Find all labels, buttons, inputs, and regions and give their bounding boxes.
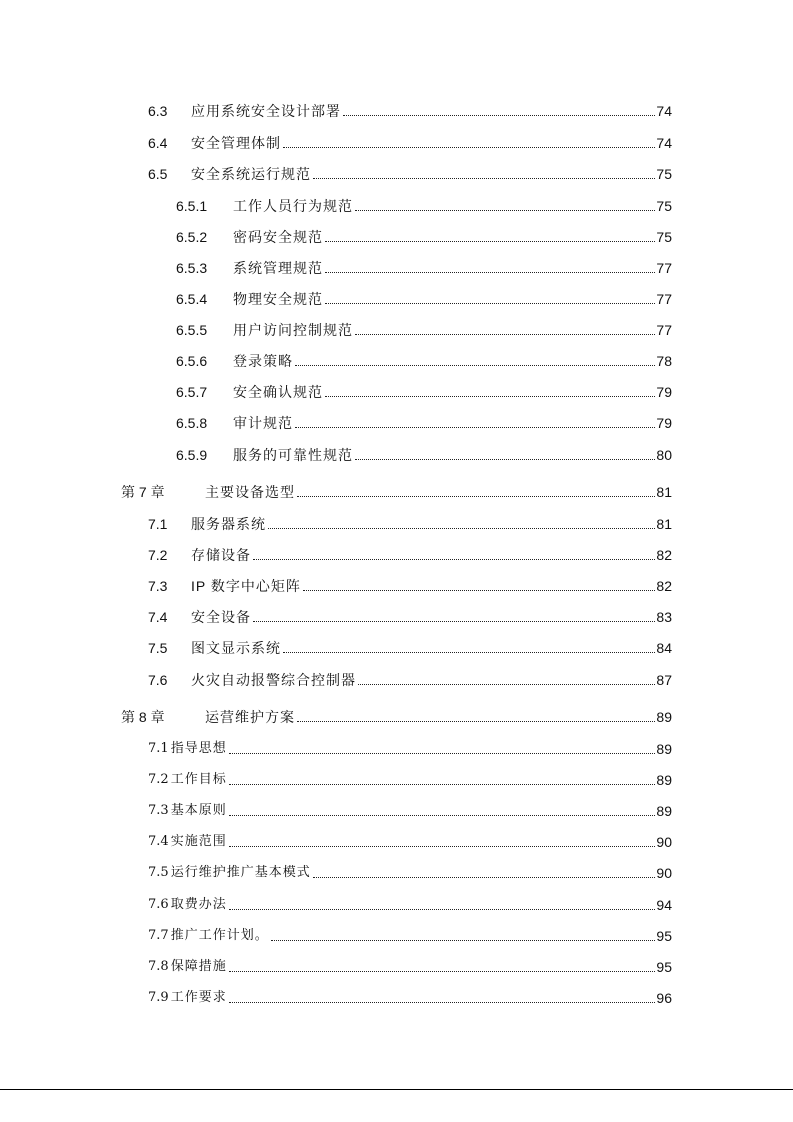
toc-chapter-8[interactable] [121, 707, 672, 727]
toc-entry-7-5[interactable] [148, 638, 672, 658]
toc-number: 7.6 [148, 672, 168, 688]
toc-title: 保障措施 [170, 959, 227, 974]
toc-page-number: 75 [656, 166, 672, 182]
toc-title: 用户访问控制规范 [233, 322, 353, 338]
dot-leader [271, 926, 656, 946]
toc-title: 火灾自动报警综合控制器 [191, 672, 356, 688]
dot-leader [358, 670, 655, 690]
toc-entry-6-5-2[interactable] [176, 227, 672, 247]
dot-leader [313, 164, 655, 184]
toc-number: 7.7 [148, 928, 169, 943]
toc-title: 工作要求 [170, 990, 227, 1005]
toc-title: 安全设备 [191, 609, 251, 625]
toc-entry-6-4[interactable] [148, 133, 672, 153]
toc-page-number: 82 [656, 547, 672, 563]
toc-page-number: 82 [656, 578, 672, 594]
toc-page-number: 96 [656, 990, 672, 1006]
toc-entry-7-4[interactable] [148, 607, 672, 627]
toc-title: 安全确认规范 [233, 384, 323, 400]
dot-leader [355, 445, 655, 465]
toc-title: 基本原则 [170, 803, 227, 818]
toc-entry-6-5-8[interactable] [176, 413, 672, 433]
toc-page-number: 81 [656, 484, 672, 500]
toc-entry-7-1[interactable] [148, 514, 672, 534]
toc-number: 7.2 [148, 772, 169, 787]
toc-entry-8-7-2[interactable] [148, 770, 672, 790]
toc-number: 6.5.1 [176, 198, 208, 214]
dot-leader [297, 707, 655, 727]
toc-page-number: 95 [656, 928, 672, 944]
toc-number: 7.4 [148, 609, 168, 625]
toc-number: 第 7 章 [121, 484, 165, 500]
toc-title: 实施范围 [170, 834, 227, 849]
toc-entry-7-3[interactable] [148, 576, 672, 596]
toc-number: 7.4 [148, 834, 169, 849]
toc-page-number: 89 [656, 803, 672, 819]
toc-number: 7.3 [148, 803, 169, 818]
dot-leader [283, 638, 655, 658]
dot-leader [355, 320, 655, 340]
toc-page-number: 89 [656, 772, 672, 788]
toc-title: 运营维护方案 [205, 709, 295, 725]
toc-page-number: 89 [656, 709, 672, 725]
dot-leader [253, 607, 655, 627]
toc-entry-6-5-3[interactable] [176, 258, 672, 278]
toc-entry-7-2[interactable] [148, 545, 672, 565]
toc-number: 7.5 [148, 865, 169, 880]
dot-leader [325, 289, 655, 309]
toc-title: 指导思想 [170, 741, 227, 756]
toc-number: 6.5.8 [176, 415, 208, 431]
toc-page-number: 80 [656, 447, 672, 463]
toc-number: 6.5.6 [176, 353, 208, 369]
toc-title: 取费办法 [170, 897, 227, 912]
dot-leader [343, 101, 655, 121]
dot-leader [229, 957, 656, 977]
dot-leader [295, 413, 655, 433]
toc-title: 服务器系统 [191, 516, 266, 532]
toc-page-number: 87 [656, 672, 672, 688]
dot-leader [325, 227, 655, 247]
toc-title: 物理安全规范 [233, 291, 323, 307]
toc-number: 6.5.9 [176, 447, 208, 463]
dot-leader [229, 739, 656, 759]
toc-page-number: 90 [656, 834, 672, 850]
toc-entry-8-7-1[interactable] [148, 739, 672, 759]
dot-leader [253, 545, 655, 565]
toc-entry-6-5-5[interactable] [176, 320, 672, 340]
dot-leader [229, 801, 656, 821]
dot-leader [229, 770, 656, 790]
toc-page-number: 77 [656, 260, 672, 276]
toc-number: 第 8 章 [121, 709, 165, 725]
toc-title: 运行维护推广基本模式 [170, 865, 311, 880]
toc-page-number: 83 [656, 609, 672, 625]
toc-title: 服务的可靠性规范 [233, 447, 353, 463]
toc-number: 7.6 [148, 897, 169, 912]
toc-entry-6-5-7[interactable] [176, 382, 672, 402]
toc-entry-6-5[interactable] [148, 164, 672, 184]
toc-page-number: 79 [656, 415, 672, 431]
toc-title: 工作目标 [170, 772, 227, 787]
toc-page-number: 74 [656, 103, 672, 119]
toc-number: 7.5 [148, 640, 168, 656]
toc-page-number: 75 [656, 229, 672, 245]
toc-title: IP 数字中心矩阵 [191, 578, 301, 594]
toc-entry-6-5-6[interactable] [176, 351, 672, 371]
toc-number: 7.3 [148, 578, 168, 594]
dot-leader [283, 133, 655, 153]
toc-entry-8-7-7[interactable] [148, 926, 672, 946]
toc-number: 7.8 [148, 959, 169, 974]
toc-page-number: 89 [656, 741, 672, 757]
toc-entry-6-3[interactable] [148, 101, 672, 121]
toc-page-number: 75 [656, 198, 672, 214]
dot-leader [313, 863, 656, 883]
toc-title: 图文显示系统 [191, 640, 281, 656]
toc-entry-8-7-4[interactable] [148, 832, 672, 852]
dot-leader [229, 895, 656, 915]
toc-entry-6-5-4[interactable] [176, 289, 672, 309]
toc-number: 7.1 [148, 741, 169, 756]
toc-entry-8-7-6[interactable] [148, 895, 672, 915]
toc-page-number: 74 [656, 135, 672, 151]
toc-title: 推广工作计划。 [170, 928, 269, 943]
toc-page-number: 95 [656, 959, 672, 975]
toc-title: 安全管理体制 [191, 135, 281, 151]
footer-divider [0, 1089, 793, 1090]
dot-leader [325, 382, 655, 402]
toc-number: 6.5.2 [176, 229, 208, 245]
toc-entry-8-7-3[interactable] [148, 801, 672, 821]
dot-leader [325, 258, 655, 278]
toc-title: 系统管理规范 [233, 260, 323, 276]
toc-number: 7.9 [148, 990, 169, 1005]
toc-title: 应用系统安全设计部署 [191, 103, 341, 119]
toc-number: 6.5.7 [176, 384, 208, 400]
toc-entry-7-6[interactable] [148, 670, 672, 690]
dot-leader [229, 832, 656, 852]
toc-title: 审计规范 [233, 415, 293, 431]
toc-title: 密码安全规范 [233, 229, 323, 245]
toc-chapter-7[interactable] [121, 482, 672, 502]
dot-leader [297, 482, 655, 502]
toc-number: 6.5.4 [176, 291, 208, 307]
dot-leader [268, 514, 655, 534]
toc-page-number: 81 [656, 516, 672, 532]
toc-number: 6.3 [148, 103, 168, 119]
toc-page-number: 77 [656, 291, 672, 307]
toc-number: 6.5.3 [176, 260, 208, 276]
toc-title: 工作人员行为规范 [233, 198, 353, 214]
toc-entry-8-7-5[interactable] [148, 863, 672, 883]
toc-page-number: 79 [656, 384, 672, 400]
toc-number: 7.2 [148, 547, 168, 563]
dot-leader [303, 576, 656, 596]
toc-title: 存储设备 [191, 547, 251, 563]
toc-number: 6.5 [148, 166, 168, 182]
toc-number: 7.1 [148, 516, 168, 532]
toc-entry-6-5-1[interactable] [176, 196, 672, 216]
toc-title: 登录策略 [233, 353, 293, 369]
toc-number: 6.5.5 [176, 322, 208, 338]
dot-leader [229, 988, 656, 1008]
toc-entry-8-7-9[interactable] [148, 988, 672, 1008]
toc-page-number: 77 [656, 322, 672, 338]
dot-leader [355, 196, 655, 216]
toc-page-number: 84 [656, 640, 672, 656]
toc-page-number: 78 [656, 353, 672, 369]
toc-page-number: 90 [656, 865, 672, 881]
toc-title: 安全系统运行规范 [191, 166, 311, 182]
toc-entry-6-5-9[interactable] [176, 445, 672, 465]
toc-title: 主要设备选型 [205, 484, 295, 500]
toc-entry-8-7-8[interactable] [148, 957, 672, 977]
toc-page-number: 94 [656, 897, 672, 913]
dot-leader [295, 351, 655, 371]
toc-number: 6.4 [148, 135, 168, 151]
